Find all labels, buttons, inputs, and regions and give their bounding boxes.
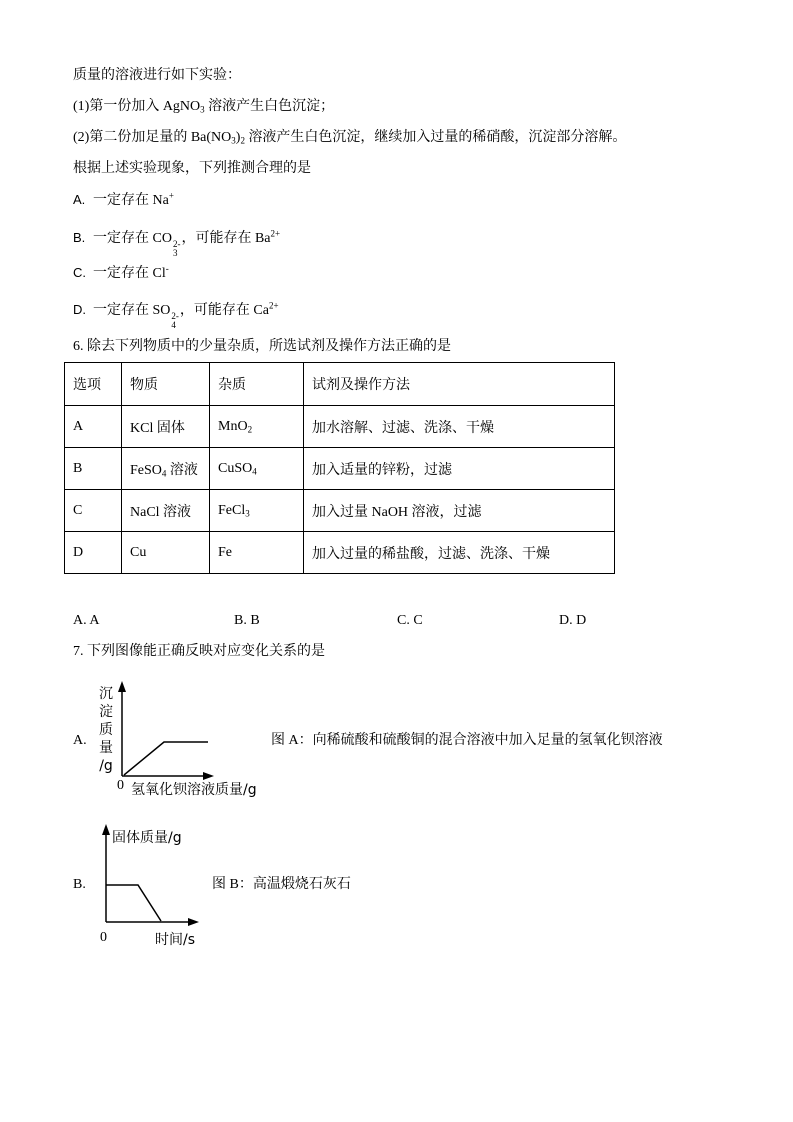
text-part: 溶液 — [166, 462, 198, 478]
intro-line-1: 质量的溶液进行如下实验： — [73, 68, 241, 83]
chart-b-x-axis-arrow — [188, 918, 199, 926]
text-part: 溶液产生白色沉淀； — [204, 99, 335, 114]
q7-title: 7. 下列图像能正确反映对应变化关系的是 — [73, 644, 325, 659]
chart-a-y-axis-arrow — [118, 681, 126, 692]
chart-b-curve — [106, 885, 161, 921]
table-cell-option: D — [65, 532, 122, 574]
chart-b-x-label: 时间/s — [155, 932, 196, 948]
text-part: ) — [235, 130, 241, 145]
text-part: CuSO — [218, 460, 253, 476]
superscript: 2- — [172, 238, 181, 249]
option-text: 一定存在 SO — [93, 303, 171, 318]
table-cell-method: 加入过量 NaOH 溶液，过滤 — [304, 490, 615, 532]
table-cell-option: C — [65, 490, 122, 532]
text-part: NaCl 溶液 — [130, 504, 192, 520]
text-part: FeCl — [218, 502, 246, 518]
chart-b-y-label: 固体质量/g — [112, 830, 182, 846]
chart-b-label: B. — [73, 877, 86, 892]
table-header: 物质 — [122, 363, 210, 406]
chart-a-x-label: 氢氧化钡溶液质量/g — [131, 782, 257, 798]
text-part: FeSO — [130, 462, 162, 478]
chart-a-origin: 0 — [117, 778, 124, 793]
text-part: Cu — [130, 544, 147, 560]
option-text: ，可能存在 Ba — [181, 231, 271, 246]
table-header: 选项 — [65, 363, 122, 406]
chart-a-caption: 图 A：向稀硫酸和硫酸铜的混合溶液中加入足量的氢氧化钡溶液 — [271, 733, 663, 748]
chart-a-x-axis-arrow — [203, 772, 214, 780]
text-part: 溶液产生白色沉淀，继续加入过量的稀硝酸，沉淀部分溶解。 — [244, 130, 627, 145]
chart-b-origin: 0 — [100, 930, 107, 945]
chart-a-label: A. — [73, 733, 87, 748]
answer-option-a: A. A — [73, 613, 100, 628]
superscript: 2+ — [270, 228, 281, 239]
superscript: + — [168, 190, 174, 201]
subscript: 3 — [200, 104, 205, 115]
table-cell-option: A — [65, 406, 122, 448]
intro-line-4: 根据上述实验现象，下列推测合理的是 — [73, 161, 311, 176]
subscript: 3 — [172, 247, 178, 258]
option-letter: A. — [73, 192, 86, 207]
table-cell-method: 加入适量的锌粉，过滤 — [304, 448, 615, 490]
table-cell-method: 加入过量的稀盐酸，过滤、洗涤、干燥 — [304, 532, 615, 574]
subscript: 3 — [231, 135, 236, 146]
text-part: (1)第一份加入 AgNO — [73, 99, 201, 114]
table-header: 杂质 — [210, 363, 304, 406]
subscript: 3 — [245, 508, 250, 519]
option-text: ，可能存在 Ca — [179, 303, 269, 318]
answer-option-b: B. B — [234, 613, 260, 628]
text-part: MnO — [218, 418, 248, 434]
table-header: 试剂及操作方法 — [304, 363, 615, 406]
chart-b-y-axis-arrow — [102, 824, 110, 835]
answer-option-c: C. C — [397, 613, 423, 628]
subscript: 4 — [161, 468, 167, 479]
option-letter: D. — [73, 302, 86, 317]
option-text: 一定存在 Na — [93, 193, 169, 208]
text-part: Fe — [218, 544, 232, 560]
superscript: 2+ — [268, 300, 279, 311]
subscript: 2 — [247, 424, 253, 435]
chart-b-caption: 图 B：高温煅烧石灰石 — [212, 877, 351, 892]
table-cell-option: B — [65, 448, 122, 490]
option-text: 一定存在 CO — [93, 231, 172, 246]
option-text: 一定存在 Cl — [93, 266, 166, 281]
option-letter: B. — [73, 230, 86, 245]
option-letter: C. — [73, 265, 86, 280]
text-part: KCl 固体 — [130, 420, 185, 436]
text-part: (2)第二份加足量的 Ba(NO — [73, 130, 232, 145]
superscript: 2- — [171, 310, 179, 321]
q6-title: 6. 除去下列物质中的少量杂质，所选试剂及操作方法正确的是 — [73, 339, 451, 354]
table-cell-method: 加水溶解、过滤、洗涤、干燥 — [304, 406, 615, 448]
subscript: 4 — [252, 466, 257, 477]
subscript: 2 — [240, 135, 245, 146]
answer-option-d: D. D — [559, 613, 587, 628]
subscript: 4 — [171, 319, 176, 330]
chart-a-y-label: 沉 淀 质 量 /g — [99, 686, 113, 774]
chart-a-curve — [124, 742, 208, 775]
superscript: - — [165, 263, 169, 274]
